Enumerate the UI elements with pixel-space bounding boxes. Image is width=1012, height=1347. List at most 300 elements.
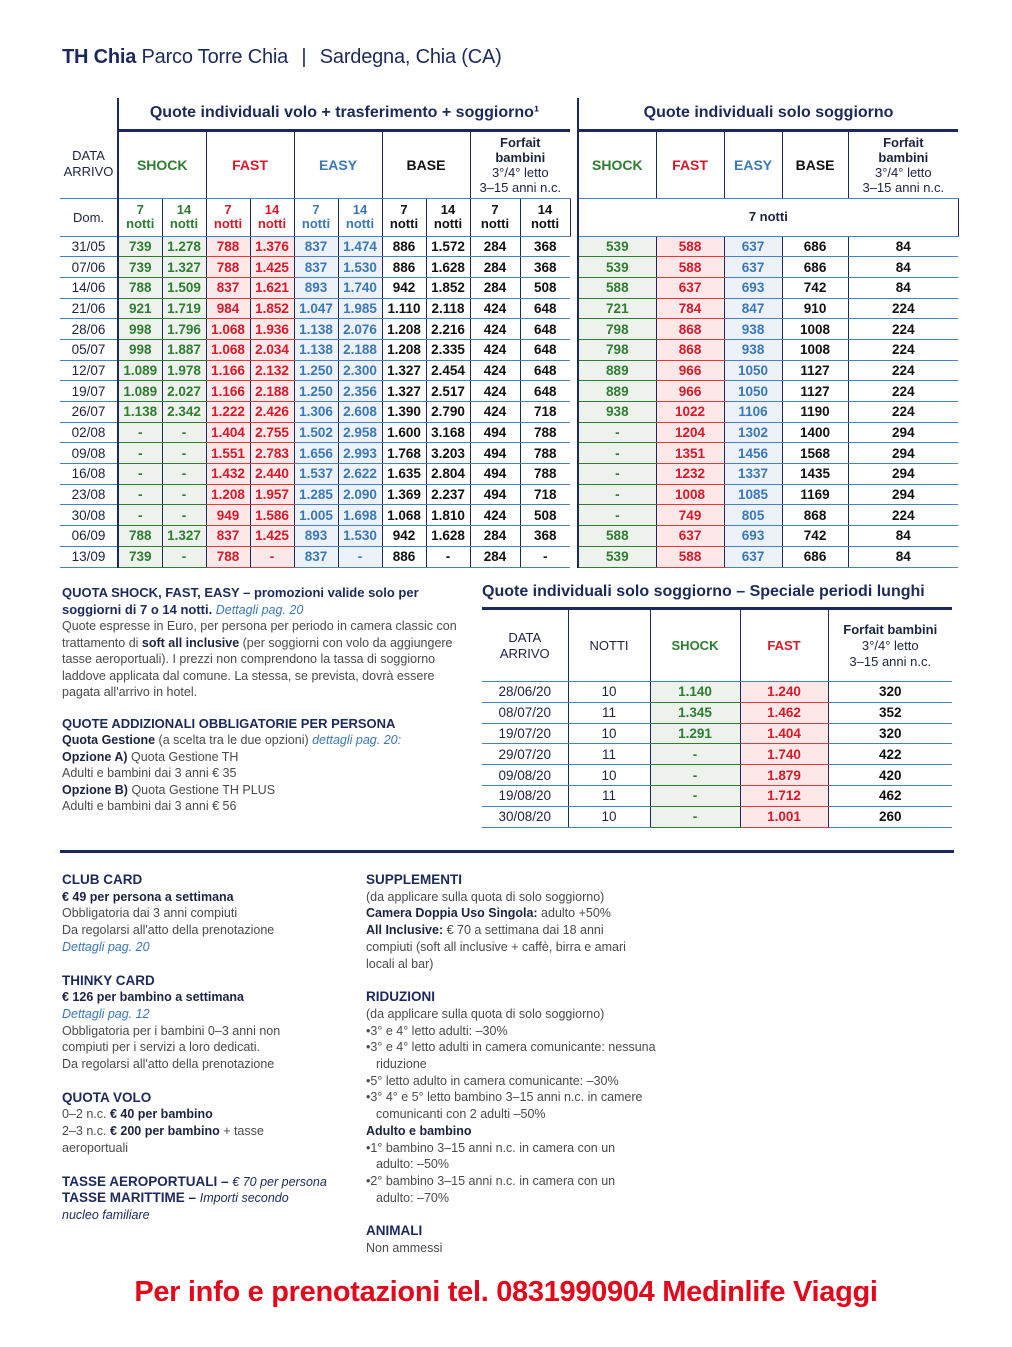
price-table [60,98,959,568]
price-shock7: 998 [118,339,162,360]
management-fee: Quota Gestione (a scelta tra le due opzioni) dettagli pag. 20: [62,733,402,747]
pricing-notes [62,585,457,815]
stay-price-forf: 294 [848,422,958,443]
stay-price-easy: 938 [724,319,782,340]
table-row [60,505,958,526]
special-row [482,744,952,765]
price-base7: 1.768 [382,443,426,464]
corner-blank [60,98,118,130]
price-easy7: 1.537 [294,464,338,485]
price-fast14: 2.132 [250,360,294,381]
stay-header-forfait: Forfait bambini 3°/4° letto 3–15 anni n.c. [848,130,958,198]
nights-header-7: 7 notti [206,198,250,236]
price-shock14: 2.027 [162,381,206,402]
stay-price-fast: 588 [656,236,724,257]
price-shock7: 1.089 [118,381,162,402]
arrival-date: 31/05 [60,236,118,257]
nights-header-7: 7 notti [382,198,426,236]
price-easy14: 1.985 [338,298,382,319]
stay-price-fast: 637 [656,277,724,298]
price-base7: 1.600 [382,422,426,443]
special-fast: 1.712 [740,785,828,806]
price-forf7: 284 [470,526,520,547]
price-shock7: - [118,443,162,464]
special-nights-header: NOTTI [568,609,650,682]
stay-price-easy: 1456 [724,443,782,464]
price-easy14: 1.530 [338,526,382,547]
price-shock14: 1.887 [162,339,206,360]
special-date: 19/07/20 [482,723,568,744]
special-fast: 1.879 [740,765,828,786]
price-shock14: - [162,546,206,567]
price-shock7: 921 [118,298,162,319]
arrival-date: 05/07 [60,339,118,360]
table-row [60,464,958,485]
option-b-price: Adulti e bambini dai 3 anni € 56 [62,799,237,813]
price-forf14: 788 [520,464,570,485]
price-base14: 2.454 [426,360,470,381]
special-fast: 1.740 [740,744,828,765]
thinky-card-details-link[interactable]: Dettagli pag. 12 [62,1006,150,1021]
special-date-header: DATA ARRIVO [482,609,568,682]
arrival-date: 19/07 [60,381,118,402]
stay-price-shock: - [578,484,656,505]
price-base7: 1.327 [382,360,426,381]
stay-price-forf: 224 [848,298,958,319]
table-row [60,257,958,278]
price-shock14: - [162,484,206,505]
special-shock-header: SHOCK [650,609,740,682]
hotel-brand: TH Chia [62,46,137,68]
stay-price-forf: 224 [848,360,958,381]
special-nights: 11 [568,744,650,765]
price-forf7: 424 [470,505,520,526]
stay-price-fast: 1232 [656,464,724,485]
price-easy7: 837 [294,257,338,278]
price-forf7: 494 [470,422,520,443]
price-easy14: 2.356 [338,381,382,402]
price-forf14: 788 [520,443,570,464]
price-base7: 1.327 [382,381,426,402]
price-forf14: 648 [520,298,570,319]
price-shock14: - [162,443,206,464]
stay-price-forf: 224 [848,505,958,526]
stay-price-fast: 749 [656,505,724,526]
special-forf: 462 [828,785,952,806]
price-easy14: 2.993 [338,443,382,464]
price-base14: 1.852 [426,277,470,298]
price-easy7: 1.138 [294,319,338,340]
price-forf7: 494 [470,484,520,505]
adult-child-item: • 2° bambino 3–15 anni n.c. in camera con un adulto: –70% [366,1173,656,1206]
stay-price-shock: - [578,422,656,443]
table-row [60,484,958,505]
stay-price-base: 868 [782,505,848,526]
price-shock14: - [162,505,206,526]
price-base7: 886 [382,236,426,257]
stay-price-forf: 84 [848,277,958,298]
price-fast7: 1.208 [206,484,250,505]
plan-header-base: BASE [382,130,470,198]
club-card-details-link[interactable]: Dettagli pag. 20 [62,939,150,954]
arrival-date: 07/06 [60,257,118,278]
stay-price-fast: 868 [656,319,724,340]
price-easy14: 1.530 [338,257,382,278]
price-easy7: 837 [294,546,338,567]
special-periods-table [482,607,952,828]
stay-price-shock: - [578,443,656,464]
stay-price-easy: 1050 [724,381,782,402]
price-base7: 1.369 [382,484,426,505]
price-shock7: 1.138 [118,402,162,423]
price-fast7: 1.166 [206,360,250,381]
reduction-item: • 3° 4° e 5° letto bambino 3–15 anni n.c. in camere comunicanti con 2 adulti –50% [366,1089,656,1122]
plan-header-shock: SHOCK [118,130,206,198]
special-date: 08/07/20 [482,702,568,723]
price-forf7: 284 [470,546,520,567]
stay-price-easy: 637 [724,257,782,278]
stay-price-shock: 539 [578,546,656,567]
price-fast7: 837 [206,277,250,298]
table-row [60,360,958,381]
special-date: 29/07/20 [482,744,568,765]
price-shock7: 1.089 [118,360,162,381]
stay-price-base: 686 [782,546,848,567]
price-easy7: 1.502 [294,422,338,443]
price-shock14: 1.278 [162,236,206,257]
thinky-card-block: THINKY CARD € 126 per bambino a settimana Dettagli pag. 12 Obbligatoria per i bambini 0–3 anni non compiuti per i servizi a loro dedicati. Da regolarsi all'atto della prenotazione [62,973,352,1073]
special-date: 28/06/20 [482,682,568,703]
price-forf14: 508 [520,505,570,526]
stay-header-easy: EASY [724,130,782,198]
special-forf: 320 [828,723,952,744]
stay-price-shock: - [578,464,656,485]
price-forf14: 368 [520,236,570,257]
arrival-date: 23/08 [60,484,118,505]
nights-header-14: 14 notti [520,198,570,236]
stay-price-shock: 539 [578,236,656,257]
price-shock14: 1.327 [162,257,206,278]
price-shock7: 998 [118,319,162,340]
price-fast7: 788 [206,236,250,257]
stay-price-fast: 1351 [656,443,724,464]
stay-price-forf: 84 [848,546,958,567]
price-shock7: 788 [118,277,162,298]
stay-price-shock: 588 [578,277,656,298]
price-fast7: 984 [206,298,250,319]
supplements-block: SUPPLEMENTI (da applicare sulla quota di solo soggiorno) Camera Doppia Uso Singola: adulto +50% All Inclusive: € 70 a settimana dai 18 anni compiuti (soft all inclusive + caffè, birra e amari locali al bar) [366,872,626,971]
info-column-right [366,872,656,1257]
stay-price-shock: 798 [578,319,656,340]
price-forf14: 368 [520,526,570,547]
section-divider [60,850,954,853]
special-forf: 420 [828,765,952,786]
price-forf14: 648 [520,360,570,381]
price-fast7: 1.404 [206,422,250,443]
title-separator: | [301,46,307,68]
price-fast7: 788 [206,546,250,567]
special-shock: - [650,744,740,765]
plan-header-fast: FAST [206,130,294,198]
stay-price-base: 686 [782,236,848,257]
price-easy14: 2.608 [338,402,382,423]
price-fast14: 1.425 [250,257,294,278]
stay-price-shock: 889 [578,381,656,402]
price-shock7: - [118,484,162,505]
stay-price-forf: 224 [848,381,958,402]
price-shock14: - [162,464,206,485]
price-fast14: 2.034 [250,339,294,360]
arrival-date: 02/08 [60,422,118,443]
price-shock14: 2.342 [162,402,206,423]
prices-description: Quote espresse in Euro, per persona per periodo in camera classic con trattamento di soft all inclusive (per soggiorni con volo da aggiungere tasse aeroportuali). I prezzi non comprendono la tassa di soggiorno laddove applicata dal comune. La stessa, se prevista, dovrà essere pagata all'arrivo in hotel. [62,619,457,699]
stay-price-fast: 966 [656,381,724,402]
price-forf7: 284 [470,257,520,278]
details-link-p20[interactable]: Dettagli pag. 20 [215,602,304,617]
table-row [60,422,958,443]
special-row [482,702,952,723]
nights-header-14: 14 notti [162,198,206,236]
stay-price-forf: 294 [848,464,958,485]
stay-price-forf: 224 [848,319,958,340]
hotel-name: Parco Torre Chia [141,46,289,68]
price-base14: 1.810 [426,505,470,526]
price-fast14: 1.957 [250,484,294,505]
arrival-date: 16/08 [60,464,118,485]
stay-price-shock: 721 [578,298,656,319]
price-easy7: 893 [294,277,338,298]
stay-price-easy: 805 [724,505,782,526]
price-fast7: 1.432 [206,464,250,485]
special-forf: 352 [828,702,952,723]
price-forf7: 494 [470,464,520,485]
stay-price-easy: 1337 [724,464,782,485]
stay-price-easy: 847 [724,298,782,319]
weekday-label: Dom. [60,198,118,236]
special-forf: 260 [828,806,952,827]
price-fast7: 1.551 [206,443,250,464]
price-base7: 942 [382,526,426,547]
arrival-date: 21/06 [60,298,118,319]
price-base14: 2.237 [426,484,470,505]
special-date: 30/08/20 [482,806,568,827]
special-nights: 11 [568,702,650,723]
special-fast: 1.462 [740,702,828,723]
stay-price-base: 1169 [782,484,848,505]
special-forf: 422 [828,744,952,765]
arrival-date: 09/08 [60,443,118,464]
stay-price-easy: 637 [724,546,782,567]
special-nights: 10 [568,682,650,703]
price-fast14: 2.440 [250,464,294,485]
stay-price-shock: 798 [578,339,656,360]
price-easy7: 1.138 [294,339,338,360]
price-base7: 1.390 [382,402,426,423]
price-shock7: 739 [118,546,162,567]
price-easy14: 1.474 [338,236,382,257]
stay-price-fast: 637 [656,526,724,547]
flight-fee-block: QUOTA VOLO 0–2 n.c. € 40 per bambino 2–3 n.c. € 200 per bambino + tasse aeroportuali [62,1089,264,1155]
stay-price-shock: 588 [578,526,656,547]
price-easy14: 2.090 [338,484,382,505]
table-row [60,298,958,319]
price-shock7: - [118,464,162,485]
stay-price-fast: 1008 [656,484,724,505]
stay-price-base: 1008 [782,339,848,360]
price-forf14: - [520,546,570,567]
special-date: 19/08/20 [482,785,568,806]
special-row [482,806,952,827]
price-fast14: 2.755 [250,422,294,443]
price-base7: 1.208 [382,319,426,340]
arrival-date: 26/07 [60,402,118,423]
price-fast14: 2.783 [250,443,294,464]
nights-header-7: 7 notti [294,198,338,236]
option-a-price: Adulti e bambini dai 3 anni € 35 [62,766,237,780]
price-easy7: 1.656 [294,443,338,464]
special-shock: 1.291 [650,723,740,744]
special-row [482,723,952,744]
price-base7: 942 [382,277,426,298]
price-base14: 2.118 [426,298,470,319]
price-forf14: 718 [520,484,570,505]
price-shock14: 1.796 [162,319,206,340]
nights-header-14: 14 notti [338,198,382,236]
special-shock: 1.345 [650,702,740,723]
stay-price-shock: 539 [578,257,656,278]
price-base14: - [426,546,470,567]
stay-price-forf: 294 [848,443,958,464]
reduction-item: • 3° e 4° letto adulti in camera comunicante: nessuna riduzione [366,1039,656,1072]
taxes-block: TASSE AEROPORTUALI – € 70 per persona TASSE MARITTIME – Importi secondo nucleo familiare [62,1173,327,1222]
price-fast14: 1.586 [250,505,294,526]
price-fast14: 2.188 [250,381,294,402]
price-base7: 1.068 [382,505,426,526]
price-easy14: 2.076 [338,319,382,340]
stay-price-forf: 84 [848,526,958,547]
stay-price-fast: 966 [656,360,724,381]
table-row [60,402,958,423]
info-column-left [62,872,352,1224]
price-easy7: 1.285 [294,484,338,505]
stay-price-base: 1127 [782,360,848,381]
price-forf7: 284 [470,236,520,257]
price-fast7: 788 [206,257,250,278]
price-easy7: 1.250 [294,381,338,402]
stay-price-shock: 938 [578,402,656,423]
arrival-date: 13/09 [60,546,118,567]
special-row [482,765,952,786]
special-fast: 1.240 [740,682,828,703]
stay-price-forf: 84 [848,257,958,278]
adult-child-item: • 1° bambino 3–15 anni n.c. in camera con un adulto: –50% [366,1140,656,1173]
stay-header-fast: FAST [656,130,724,198]
adult-child-list [366,1140,656,1207]
price-base7: 1.635 [382,464,426,485]
price-base14: 1.628 [426,257,470,278]
price-easy14: 2.622 [338,464,382,485]
price-forf14: 368 [520,257,570,278]
price-base14: 2.790 [426,402,470,423]
price-forf7: 424 [470,339,520,360]
plan-header-forfait: Forfait bambini 3°/4° letto 3–15 anni n.c. [470,130,570,198]
special-date: 09/08/20 [482,765,568,786]
group-header-stay: Quote individuali solo soggiorno [578,98,958,130]
table-row [60,526,958,547]
price-shock14: 1.978 [162,360,206,381]
price-base14: 2.517 [426,381,470,402]
price-shock7: - [118,505,162,526]
price-shock7: - [118,422,162,443]
price-forf7: 424 [470,298,520,319]
table-row [60,546,958,567]
stay-price-base: 1568 [782,443,848,464]
price-forf7: 424 [470,402,520,423]
price-fast7: 949 [206,505,250,526]
price-easy7: 837 [294,236,338,257]
price-base14: 3.168 [426,422,470,443]
animals-block: ANIMALI Non ammessi [366,1223,443,1256]
price-base14: 2.804 [426,464,470,485]
price-shock14: - [162,422,206,443]
price-easy14: 2.188 [338,339,382,360]
stay-price-forf: 224 [848,402,958,423]
price-fast14: 1.425 [250,526,294,547]
page-title [62,46,502,69]
price-fast7: 1.166 [206,381,250,402]
stay-price-fast: 784 [656,298,724,319]
price-easy7: 1.047 [294,298,338,319]
price-fast14: 1.376 [250,236,294,257]
price-base7: 1.208 [382,339,426,360]
price-forf14: 718 [520,402,570,423]
price-easy14: - [338,546,382,567]
stay-price-forf: 224 [848,339,958,360]
stay-price-base: 910 [782,298,848,319]
stay-price-base: 742 [782,277,848,298]
special-row [482,682,952,703]
details-link-gestione[interactable]: dettagli pag. 20: [312,733,402,747]
special-table-title: Quote individuali solo soggiorno – Speciale periodi lunghi [482,583,925,600]
stay-price-easy: 1106 [724,402,782,423]
arrival-date: 14/06 [60,277,118,298]
reduction-item: • 5° letto adulto in camera comunicante: –30% [366,1073,656,1090]
price-easy7: 1.306 [294,402,338,423]
price-base14: 2.216 [426,319,470,340]
price-forf14: 508 [520,277,570,298]
price-forf14: 788 [520,422,570,443]
price-fast7: 1.068 [206,319,250,340]
special-forfait-header: Forfait bambini 3°/4° letto 3–15 anni n.c. [828,609,952,682]
price-shock7: 788 [118,526,162,547]
stay-price-forf: 84 [848,236,958,257]
special-nights: 10 [568,723,650,744]
plan-header-easy: EASY [294,130,382,198]
hotel-location: Sardegna, Chia (CA) [319,46,502,68]
nights-header-14: 14 notti [250,198,294,236]
nights-header-7: 7 notti [118,198,162,236]
special-shock: - [650,785,740,806]
price-shock14: 1.327 [162,526,206,547]
special-shock: 1.140 [650,682,740,703]
price-base14: 2.335 [426,339,470,360]
stay-price-easy: 1085 [724,484,782,505]
price-base7: 1.110 [382,298,426,319]
price-fast14: 1.936 [250,319,294,340]
special-nights: 11 [568,785,650,806]
table-row [60,443,958,464]
price-forf14: 648 [520,339,570,360]
